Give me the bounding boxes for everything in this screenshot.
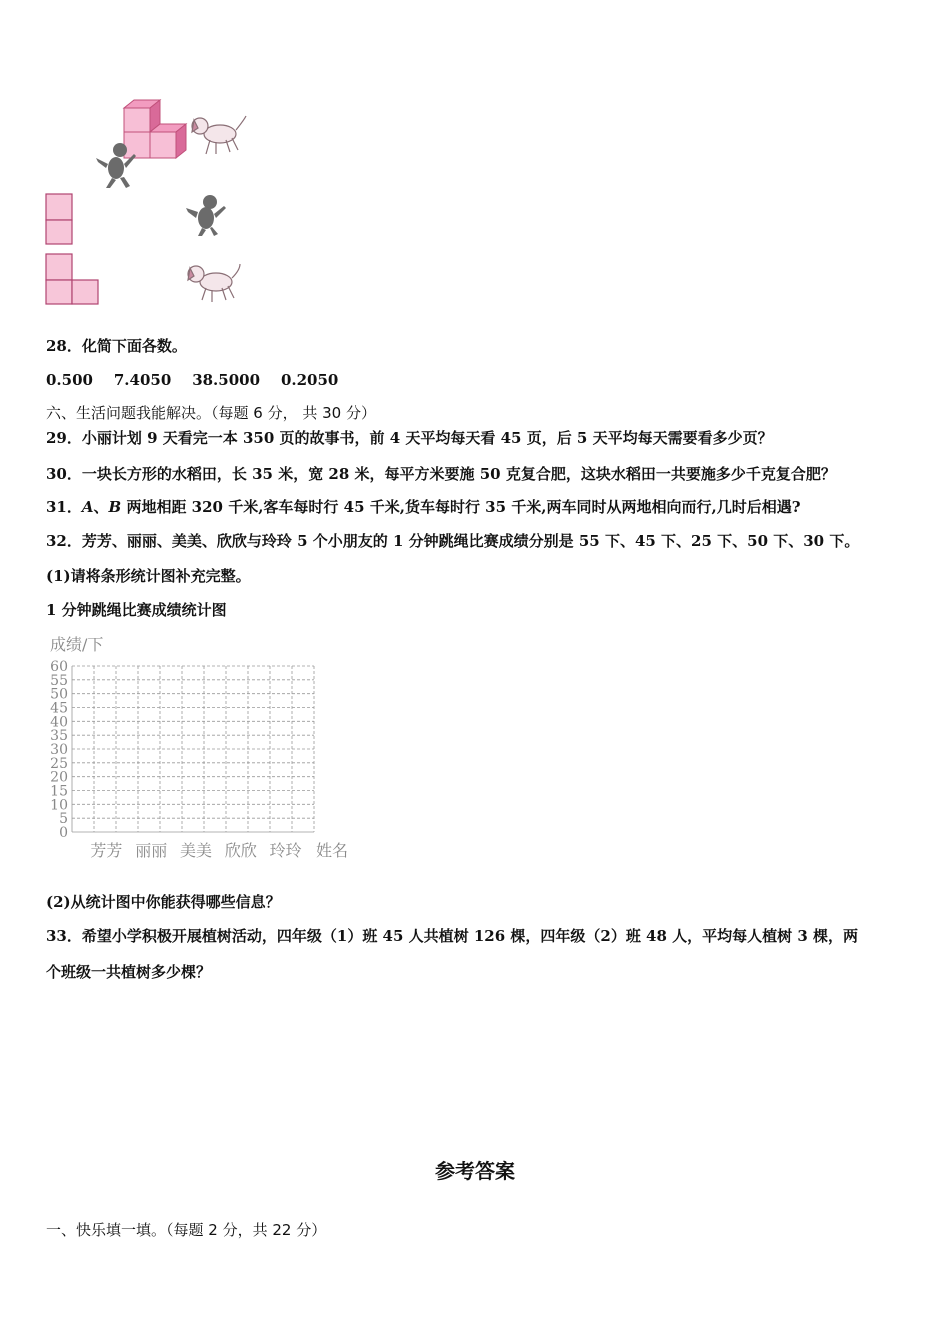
q31-b: B <box>108 498 122 516</box>
y-tick-label: 25 <box>50 755 68 772</box>
x-axis-label: 姓名 <box>316 841 349 860</box>
y-tick-label: 5 <box>59 811 68 828</box>
x-category-label: 欣欣 <box>224 841 257 860</box>
number-item: 0.2050 <box>280 371 339 389</box>
side-view-squares <box>46 254 98 304</box>
q31-rest: 两地相距 320 千米,客车每时行 45 千米,货车每时行 35 千米,两车同时从两地相向而行,几时后相遇? <box>121 498 801 516</box>
y-tick-label: 50 <box>50 686 68 703</box>
q31-text <box>46 497 801 517</box>
chart-yticks <box>50 659 68 841</box>
monkey-icon-2 <box>186 195 226 236</box>
q33-line2: 个班级一共植树多少棵？ <box>46 963 212 981</box>
y-tick-label: 60 <box>50 659 68 675</box>
number-item: 0.500 <box>46 371 93 389</box>
y-tick-label: 20 <box>50 769 68 786</box>
chart-grid <box>72 666 314 832</box>
number-item: 7.4050 <box>113 371 172 389</box>
q31-sep: 、 <box>93 498 109 516</box>
y-tick-label: 30 <box>50 742 68 758</box>
q32-sub2: (2)从统计图中你能获得哪些信息？ <box>46 893 281 911</box>
y-tick-label: 0 <box>59 825 68 841</box>
top-figure <box>40 92 270 312</box>
dog-icon-2 <box>188 264 240 302</box>
answers-title: 参考答案 <box>435 1159 515 1183</box>
answers-section1: 一、快乐填一填。（每题 2 分，共 22 分） <box>46 1221 327 1239</box>
x-category-label: 芳芳 <box>90 841 123 860</box>
section6-heading: 六、生活问题我能解决。（每题 6 分， 共 30 分） <box>46 404 376 422</box>
chart-xlabels <box>90 841 348 860</box>
q33-line1: 33．希望小学积极开展植树活动，四年级（1）班 45 人共植树 126 棵，四年级（2）班 48 人，平均每人植树 3 棵，两 <box>46 927 859 945</box>
y-tick-label: 35 <box>50 728 68 745</box>
dog-icon <box>192 116 246 154</box>
q29-text: 29．小丽计划 9 天看完一本 350 页的故事书，前 4 天平均每天看 45 页，后 5 天平均每天需要看多少页？ <box>46 429 773 447</box>
chart-caption: 1 分钟跳绳比赛成绩统计图 <box>46 601 227 619</box>
q32-sub1: (1)请将条形统计图补充完整。 <box>46 567 251 585</box>
q31-prefix: 31． <box>46 498 82 516</box>
cube-stack-image <box>124 100 186 158</box>
q32-text: 32．芳芳、丽丽、美美、欣欣与玲玲 5 个小朋友的 1 分钟跳绳比赛成绩分别是 55 下、45 下、25 下、50 下、30 下。 <box>46 532 860 550</box>
y-tick-label: 10 <box>50 797 68 814</box>
y-tick-label: 40 <box>50 714 68 731</box>
y-tick-label: 15 <box>50 783 68 800</box>
bar-chart <box>44 630 349 865</box>
x-category-label: 美美 <box>180 841 213 860</box>
number-item: 38.5000 <box>192 371 261 389</box>
x-category-label: 玲玲 <box>269 841 302 860</box>
q31-a: A <box>81 498 94 516</box>
front-view-squares <box>46 194 72 244</box>
y-tick-label: 55 <box>50 672 68 689</box>
chart-ylabel: 成绩/下 <box>50 635 104 654</box>
q28-numbers <box>46 370 338 390</box>
q30-text: 30．一块长方形的水稻田，长 35 米，宽 28 米，每平方米要施 50 克复合肥，这块水稻田一共要施多少千克复合肥？ <box>46 465 836 483</box>
x-category-label: 丽丽 <box>135 841 168 860</box>
y-tick-label: 45 <box>50 700 68 717</box>
q28-title: 28．化简下面各数。 <box>46 337 187 355</box>
